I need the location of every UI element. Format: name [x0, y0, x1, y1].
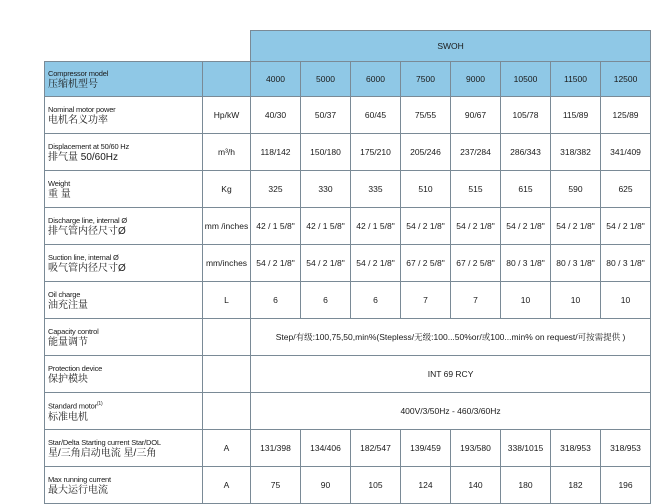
value-cell: 10 [601, 282, 651, 319]
spec-table [44, 30, 651, 504]
value-cell: 67 / 2 5/8" [451, 245, 501, 282]
row-label-zh: 最大运行电流 [48, 485, 108, 496]
value-cell: 54 / 2 1/8" [501, 208, 551, 245]
value-cell: 90 [301, 467, 351, 504]
value-cell: 237/284 [451, 134, 501, 171]
row-label-zh: 电机名义功率 [48, 115, 108, 126]
unit-cell: Hp/kW [203, 97, 251, 134]
value-cell: 7 [451, 282, 501, 319]
row-label-zh: 压缩机型号 [48, 79, 98, 90]
row-label [45, 134, 203, 171]
row-label-en: Displacement at 50/60 Hz [48, 142, 130, 151]
value-cell: 286/343 [501, 134, 551, 171]
value-cell: 182/547 [351, 430, 401, 467]
value-cell: 54 / 2 1/8" [351, 245, 401, 282]
row-label-en: Capacity control [48, 327, 99, 336]
row-label [45, 430, 203, 467]
unit-cell [203, 393, 251, 430]
unit-cell [203, 319, 251, 356]
value-cell: 50/37 [301, 97, 351, 134]
unit-cell [203, 356, 251, 393]
value-cell: 80 / 3 1/8" [551, 245, 601, 282]
spec-row [45, 319, 651, 356]
row-label [45, 171, 203, 208]
row-label-en: Max running current [48, 475, 111, 484]
row-label [45, 356, 203, 393]
value-cell: 54 / 2 1/8" [251, 245, 301, 282]
row-label [45, 467, 203, 504]
row-label-zh: 能量调节 [48, 337, 88, 348]
model-header-row [45, 62, 651, 97]
value-cell: 625 [601, 171, 651, 208]
spec-table-body [45, 31, 651, 504]
value-cell: 139/459 [401, 430, 451, 467]
value-cell: 510 [401, 171, 451, 208]
value-cell: 193/580 [451, 430, 501, 467]
row-label [45, 245, 203, 282]
value-cell: 140 [451, 467, 501, 504]
value-cell: 150/180 [301, 134, 351, 171]
row-label [45, 282, 203, 319]
value-cell: 590 [551, 171, 601, 208]
value-cell: 80 / 3 1/8" [601, 245, 651, 282]
row-label [45, 97, 203, 134]
row-label-en: Oil charge [48, 290, 81, 299]
value-cell: 338/1015 [501, 430, 551, 467]
value-cell: 10 [501, 282, 551, 319]
row-label-en: Suction line, internal Ø [48, 253, 119, 262]
value-cell: 42 / 1 5/8" [301, 208, 351, 245]
value-cell: 118/142 [251, 134, 301, 171]
spec-row [45, 245, 651, 282]
value-cell: 80 / 3 1/8" [501, 245, 551, 282]
model-cell: 5000 [301, 62, 351, 97]
value-cell: 325 [251, 171, 301, 208]
model-cell: 9000 [451, 62, 501, 97]
value-cell: 10 [551, 282, 601, 319]
row-label-en: Discharge line, internal Ø [48, 216, 128, 225]
value-cell: 205/246 [401, 134, 451, 171]
spec-row [45, 171, 651, 208]
value-cell: 134/406 [301, 430, 351, 467]
spanning-value: INT 69 RCY [251, 356, 651, 393]
value-cell: 6 [251, 282, 301, 319]
spec-row [45, 208, 651, 245]
unit-cell: Kg [203, 171, 251, 208]
row-label-zh: 重 量 [48, 189, 71, 200]
spec-row [45, 467, 651, 504]
row-label-en: Nominal motor power [48, 105, 116, 114]
value-cell: 42 / 1 5/8" [351, 208, 401, 245]
value-cell: 341/409 [601, 134, 651, 171]
value-cell: 318/953 [601, 430, 651, 467]
row-label-zh: 保护模块 [48, 374, 88, 385]
value-cell: 515 [451, 171, 501, 208]
value-cell: 180 [501, 467, 551, 504]
spanning-value: 400V/3/50Hz - 460/3/60Hz [251, 393, 651, 430]
row-label-zh: 排气量 50/60Hz [48, 152, 119, 163]
unit-cell [203, 62, 251, 97]
value-cell: 7 [401, 282, 451, 319]
value-cell: 54 / 2 1/8" [551, 208, 601, 245]
spanning-value: Step/有级:100,75,50,min%(Stepless/无级:100...50%or/或100...min% on request/可按需提供 ) [251, 319, 651, 356]
spec-row [45, 430, 651, 467]
spec-row [45, 393, 651, 430]
value-cell: 105 [351, 467, 401, 504]
value-cell: 6 [301, 282, 351, 319]
value-cell: 54 / 2 1/8" [401, 208, 451, 245]
row-label [45, 208, 203, 245]
row-label [45, 393, 203, 430]
unit-cell: A [203, 430, 251, 467]
value-cell: 335 [351, 171, 401, 208]
row-label-zh: 吸气管内径尺寸Ø [48, 263, 126, 274]
row-label-zh: 星/三角启动电流 星/三角 [48, 448, 157, 459]
row-label [45, 62, 203, 97]
unit-cell: A [203, 467, 251, 504]
value-cell: 54 / 2 1/8" [301, 245, 351, 282]
value-cell: 615 [501, 171, 551, 208]
model-cell: 12500 [601, 62, 651, 97]
spec-row [45, 356, 651, 393]
row-label-en: Protection device [48, 364, 103, 373]
value-cell: 115/89 [551, 97, 601, 134]
value-cell: 67 / 2 5/8" [401, 245, 451, 282]
model-cell: 6000 [351, 62, 401, 97]
value-cell: 6 [351, 282, 401, 319]
row-label-en: Star/Delta Starting current Star/DOL [48, 438, 161, 447]
value-cell: 196 [601, 467, 651, 504]
value-cell: 90/67 [451, 97, 501, 134]
spec-row [45, 282, 651, 319]
series-header-row [45, 31, 651, 62]
row-label-en: Weight [48, 179, 71, 188]
row-label [45, 319, 203, 356]
spec-row [45, 97, 651, 134]
spec-row [45, 134, 651, 171]
value-cell: 318/953 [551, 430, 601, 467]
unit-cell: mm /inches [203, 208, 251, 245]
blank-corner [45, 31, 251, 62]
model-cell: 4000 [251, 62, 301, 97]
value-cell: 182 [551, 467, 601, 504]
value-cell: 131/398 [251, 430, 301, 467]
unit-cell: m³/h [203, 134, 251, 171]
value-cell: 175/210 [351, 134, 401, 171]
row-label-zh: 标准电机 [48, 411, 88, 423]
value-cell: 54 / 2 1/8" [451, 208, 501, 245]
row-label-en: Compressor model [48, 69, 109, 78]
unit-cell: L [203, 282, 251, 319]
value-cell: 40/30 [251, 97, 301, 134]
value-cell: 42 / 1 5/8" [251, 208, 301, 245]
value-cell: 75/55 [401, 97, 451, 134]
row-label-zh: 排气管内径尺寸Ø [48, 226, 126, 237]
row-label-zh: 油充注量 [48, 300, 88, 311]
series-title: SWOH [251, 31, 651, 62]
model-cell: 10500 [501, 62, 551, 97]
unit-cell: mm/inches [203, 245, 251, 282]
value-cell: 105/78 [501, 97, 551, 134]
footnote-marker: (1) [96, 401, 103, 408]
value-cell: 318/382 [551, 134, 601, 171]
model-cell: 7500 [401, 62, 451, 97]
value-cell: 60/45 [351, 97, 401, 134]
value-cell: 125/89 [601, 97, 651, 134]
model-cell: 11500 [551, 62, 601, 97]
value-cell: 330 [301, 171, 351, 208]
row-label-en: Standard motor$^{(1)}$ [48, 401, 103, 411]
value-cell: 75 [251, 467, 301, 504]
value-cell: 54 / 2 1/8" [601, 208, 651, 245]
value-cell: 124 [401, 467, 451, 504]
